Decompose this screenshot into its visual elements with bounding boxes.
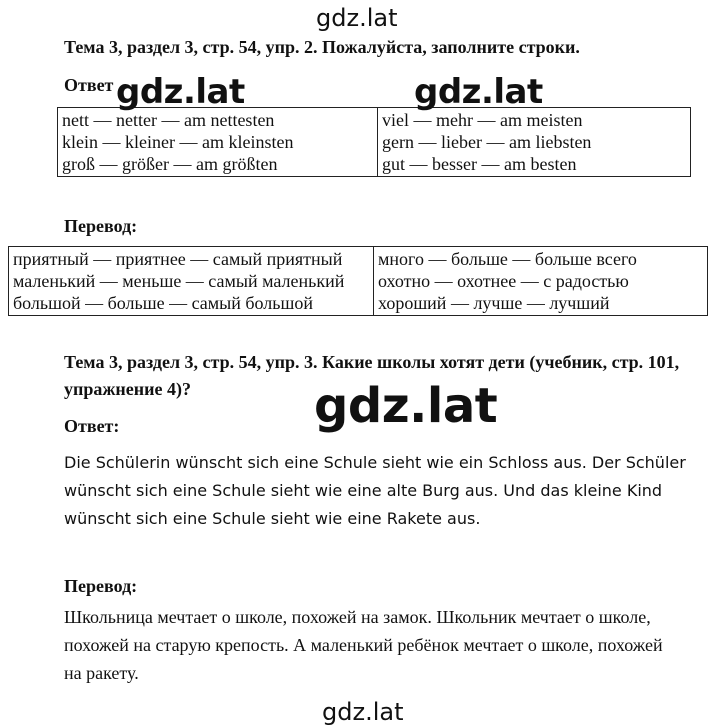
task1-title: Тема 3, раздел 3, стр. 54, упр. 2. Пожалуйста, заполните строки.: [64, 37, 580, 57]
translation-table-left-cell: [9, 247, 374, 316]
task1-answer-table: [57, 107, 691, 177]
answer-paragraph-line: wünscht sich eine Schule sieht wie eine Rakete aus.: [64, 509, 481, 528]
answer-right-line: gut — besser — am besten: [382, 154, 577, 174]
task2-title: Тема 3, раздел 3, стр. 54, упр. 3. Какие школы хотят дети (учебник, стр. 101, упражнение 4)?: [64, 352, 680, 399]
task1-answer-label: Ответ: [64, 75, 114, 95]
watermark-big-right: gdz.lat: [414, 72, 543, 112]
answer-left-line: groß — größer — am größten: [62, 154, 278, 174]
translation-right-line: хороший — лучше — лучший: [378, 293, 610, 313]
translation-left-line: большой — больше — самый большой: [13, 293, 313, 313]
task1-translation-label: Перевод:: [64, 216, 138, 236]
translation-right-line: много — больше — больше всего: [378, 249, 637, 269]
translation-paragraph-line: Школьница мечтает о школе, похожей на замок. Школьник мечтает о школе,: [64, 607, 651, 627]
answer-table-right-cell: [378, 108, 691, 177]
watermark-top: gdz.lat: [316, 4, 398, 32]
watermark-center: gdz.lat: [314, 378, 498, 434]
translation-table-right-cell: [374, 247, 708, 316]
answer-paragraph-line: wünscht sich eine Schule sieht wie eine alte Burg aus. Und das kleine Kind: [64, 481, 663, 500]
translation-left-line: приятный — приятнее — самый приятный: [13, 249, 343, 269]
task2-translation-paragraph: [64, 603, 704, 687]
answer-left-line: klein — kleiner — am kleinsten: [62, 132, 294, 152]
task2-answer-label: Ответ:: [64, 416, 120, 436]
translation-paragraph-line: похожей на старую крепость. А маленький ребёнок мечтает о школе, похожей: [64, 635, 663, 655]
answer-right-line: gern — lieber — am liebsten: [382, 132, 592, 152]
answer-left-line: nett — netter — am nettesten: [62, 110, 275, 130]
answer-paragraph-line: Die Schülerin wünscht sich eine Schule sieht wie ein Schloss aus. Der Schüler: [64, 453, 686, 472]
answer-right-line: viel — mehr — am meisten: [382, 110, 583, 130]
watermark-bottom: gdz.lat: [322, 698, 404, 726]
translation-left-line: маленький — меньше — самый маленький: [13, 271, 345, 291]
task2-translation-label: Перевод:: [64, 576, 138, 596]
answer-table-left-cell: [58, 108, 378, 177]
translation-paragraph-line: на ракету.: [64, 663, 139, 683]
translation-right-line: охотно — охотнее — с радостью: [378, 271, 629, 291]
task1-translation-table: [8, 246, 708, 316]
watermark-big-left: gdz.lat: [116, 72, 245, 112]
task2-answer-paragraph: [64, 449, 704, 533]
